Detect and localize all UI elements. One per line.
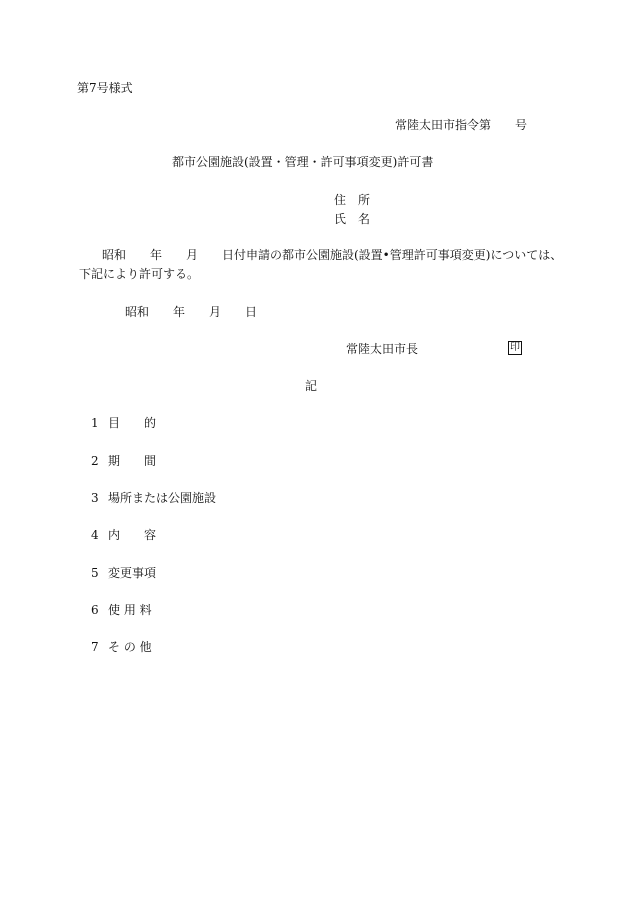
name-label: 氏 名 bbox=[334, 212, 371, 226]
item-number: 3 bbox=[91, 491, 99, 505]
item-label: 使 用 料 bbox=[108, 603, 152, 617]
address-label: 住 所 bbox=[334, 193, 371, 207]
seal-mark: 印 bbox=[510, 342, 520, 353]
item-number: 6 bbox=[91, 603, 99, 617]
document-title: 都市公園施設(設置・管理・許可事項変更)許可書 bbox=[172, 155, 434, 169]
designation-number: 常陸太田市指令第 号 bbox=[395, 118, 528, 132]
item-number: 2 bbox=[91, 454, 99, 468]
body-line-2: 下記により許可する。 bbox=[79, 267, 200, 281]
form-number: 第7号様式 bbox=[77, 81, 133, 95]
body-line-1: 昭和 年 月 日付申請の都市公園施設(設置•管理許可事項変更)については、 bbox=[102, 248, 563, 262]
item-label: 場所または公園施設 bbox=[108, 491, 217, 505]
issue-date: 昭和 年 月 日 bbox=[125, 305, 258, 319]
issuer-title: 常陸太田市長 bbox=[346, 342, 419, 356]
item-number: 5 bbox=[91, 566, 99, 580]
item-label: 目 的 bbox=[108, 416, 157, 430]
item-number: 7 bbox=[91, 640, 99, 654]
item-label: 内 容 bbox=[108, 528, 157, 542]
ki-heading: 記 bbox=[305, 379, 318, 393]
item-label: そ の 他 bbox=[108, 640, 152, 654]
item-number: 4 bbox=[91, 528, 99, 542]
item-label: 期 間 bbox=[108, 454, 157, 468]
item-label: 変更事項 bbox=[108, 566, 157, 580]
item-number: 1 bbox=[91, 416, 99, 430]
